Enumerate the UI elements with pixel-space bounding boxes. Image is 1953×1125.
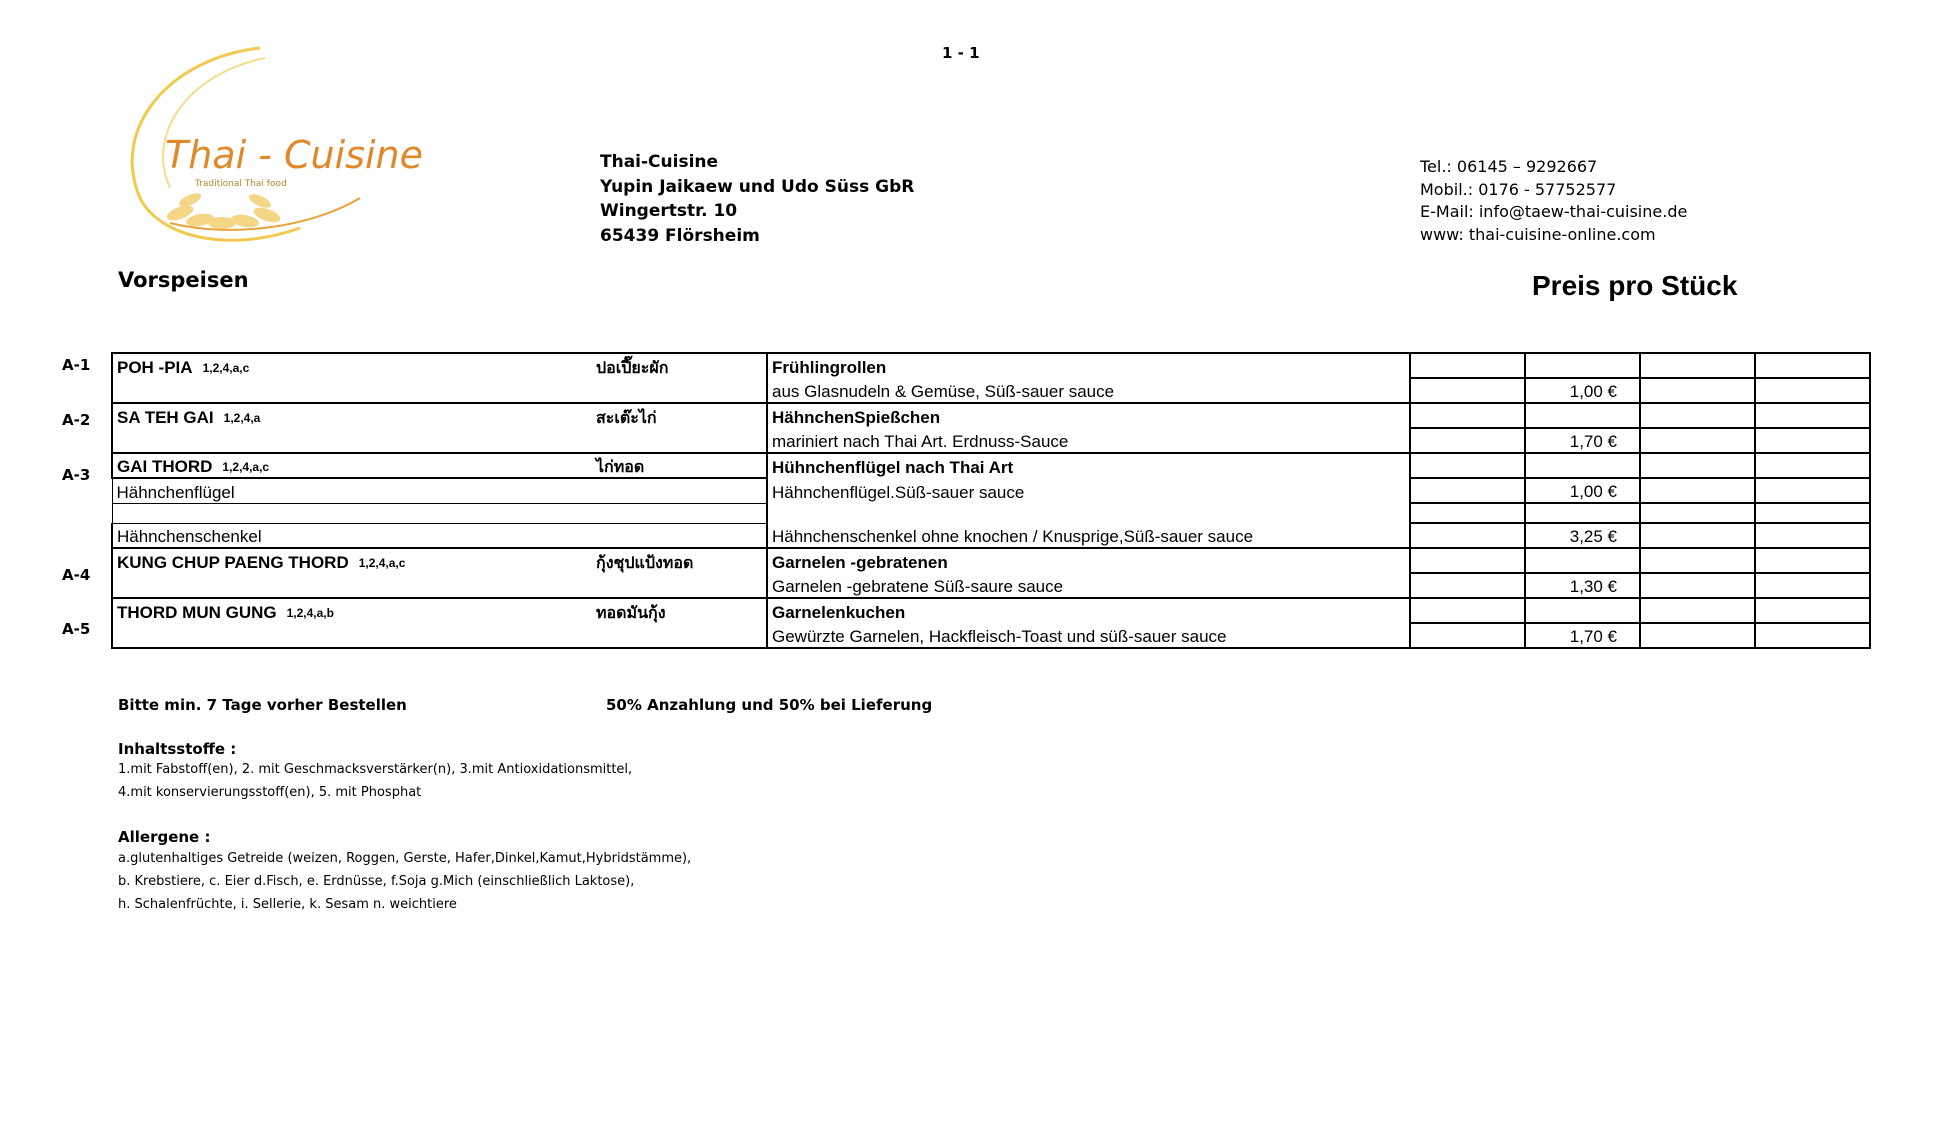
empty-cell bbox=[1640, 623, 1755, 648]
empty-cell bbox=[1640, 598, 1755, 623]
empty-cell bbox=[1410, 523, 1525, 548]
empty-cell bbox=[1755, 453, 1870, 478]
contact-website[interactable]: www: thai-cuisine-online.com bbox=[1420, 224, 1656, 244]
empty-cell bbox=[112, 503, 767, 523]
empty-cell bbox=[1755, 378, 1870, 403]
item-name: KUNG CHUP PAENG THORD bbox=[117, 553, 349, 572]
empty-cell bbox=[767, 503, 1410, 523]
ingredients-title: Inhaltsstoffe : bbox=[118, 740, 237, 758]
empty-cell bbox=[1525, 598, 1640, 623]
item-allergens: 1,2,4,a,c bbox=[358, 556, 406, 570]
empty-cell bbox=[112, 573, 767, 598]
empty-cell bbox=[1410, 353, 1525, 378]
item-price: 1,00 € bbox=[1525, 478, 1640, 503]
item-name-cell bbox=[112, 453, 592, 478]
payment-hint: 50% Anzahlung und 50% bei Lieferung bbox=[606, 696, 933, 714]
empty-cell bbox=[1525, 353, 1640, 378]
empty-cell bbox=[1755, 503, 1870, 523]
item-thai-name: ไก่ทอด bbox=[592, 453, 767, 478]
item-description: Gewürzte Garnelen, Hackfleisch-Toast und süß-sauer sauce bbox=[767, 623, 1410, 648]
section-title: Vorspeisen bbox=[118, 268, 249, 292]
item-price: 1,00 € bbox=[1525, 378, 1640, 403]
item-title: HähnchenSpießchen bbox=[767, 403, 1410, 428]
table-row bbox=[112, 573, 1870, 598]
allergens-line: h. Schalenfrüchte, i. Sellerie, k. Sesam n. weichtiere bbox=[118, 897, 457, 912]
empty-cell bbox=[1410, 623, 1525, 648]
item-allergens: 1,2,4,a,b bbox=[286, 606, 334, 620]
allergens-title: Allergene : bbox=[118, 828, 211, 846]
item-name: GAI THORD bbox=[117, 457, 213, 476]
item-description: aus Glasnudeln & Gemüse, Süß-sauer sauce bbox=[767, 378, 1410, 403]
table-row bbox=[112, 378, 1870, 403]
item-description: Hähnchenschenkel ohne knochen / Knusprige,Süß-sauer sauce bbox=[767, 523, 1410, 548]
empty-cell bbox=[1640, 478, 1755, 503]
table-row bbox=[112, 453, 1870, 478]
allergens-line: b. Krebstiere, c. Eier d.Fisch, e. Erdnüsse, f.Soja g.Mich (einschließlich Laktose), bbox=[118, 874, 635, 889]
table-row bbox=[112, 598, 1870, 623]
contact-info bbox=[1420, 156, 1687, 246]
empty-cell bbox=[1640, 378, 1755, 403]
table-row bbox=[112, 548, 1870, 573]
empty-cell bbox=[1755, 403, 1870, 428]
address-line: 65439 Flörsheim bbox=[600, 225, 760, 246]
empty-cell bbox=[1755, 478, 1870, 503]
page-number: 1 - 1 bbox=[942, 44, 980, 62]
sub-item-name: Hähnchenflügel bbox=[112, 478, 767, 503]
table-row bbox=[112, 623, 1870, 648]
table-row bbox=[112, 523, 1870, 548]
empty-cell bbox=[1755, 548, 1870, 573]
empty-cell bbox=[1410, 503, 1525, 523]
thai-cuisine-logo bbox=[110, 38, 450, 248]
empty-cell bbox=[1410, 548, 1525, 573]
empty-cell bbox=[1410, 403, 1525, 428]
empty-cell bbox=[1525, 503, 1640, 523]
logo-brand-text: Thai - Cuisine bbox=[165, 133, 424, 177]
item-allergens: 1,2,4,a,c bbox=[222, 460, 270, 474]
empty-cell bbox=[1640, 523, 1755, 548]
empty-cell bbox=[1640, 503, 1755, 523]
empty-cell bbox=[1755, 623, 1870, 648]
empty-cell bbox=[1410, 378, 1525, 403]
empty-cell bbox=[1755, 428, 1870, 453]
empty-cell bbox=[1410, 478, 1525, 503]
empty-cell bbox=[1755, 523, 1870, 548]
table-row bbox=[112, 403, 1870, 428]
item-name-cell bbox=[112, 548, 592, 573]
table-row bbox=[112, 503, 1870, 523]
item-thai-name: ทอดมันกุ้ง bbox=[592, 598, 767, 623]
empty-cell bbox=[1525, 403, 1640, 428]
item-title: Garnelen -gebratenen bbox=[767, 548, 1410, 573]
contact-email[interactable]: E-Mail: info@taew-thai-cuisine.de bbox=[1420, 202, 1688, 221]
empty-cell bbox=[1640, 453, 1755, 478]
empty-cell bbox=[112, 623, 767, 648]
empty-cell bbox=[1640, 403, 1755, 428]
item-code: A-1 bbox=[62, 356, 91, 374]
item-name: POH -PIA bbox=[117, 358, 193, 377]
item-allergens: 1,2,4,a bbox=[223, 411, 261, 425]
table-row bbox=[112, 353, 1870, 378]
item-price: 1,30 € bbox=[1525, 573, 1640, 598]
empty-cell bbox=[1410, 428, 1525, 453]
table-row bbox=[112, 478, 1870, 503]
order-hint: Bitte min. 7 Tage vorher Bestellen bbox=[118, 696, 407, 714]
item-name: THORD MUN GUNG bbox=[117, 603, 277, 622]
ingredients-line: 4.mit konservierungsstoff(en), 5. mit Phosphat bbox=[118, 785, 422, 800]
item-thai-name: ปอเปี๊ยะผัก bbox=[592, 353, 767, 378]
item-price: 1,70 € bbox=[1525, 623, 1640, 648]
logo-tagline: Traditional Thai food bbox=[195, 179, 287, 189]
item-thai-name: กุ้งชุปแป้งทอด bbox=[592, 548, 767, 573]
company-address bbox=[600, 150, 914, 248]
item-price: 1,70 € bbox=[1525, 428, 1640, 453]
item-description: Garnelen -gebratene Süß-saure sauce bbox=[767, 573, 1410, 598]
item-code: A-4 bbox=[62, 566, 91, 584]
item-thai-name: สะเต๊ะไก่ bbox=[592, 403, 767, 428]
empty-cell bbox=[1755, 598, 1870, 623]
address-line: Yupin Jaikaew und Udo Süss GbR bbox=[600, 176, 915, 197]
empty-cell bbox=[112, 428, 767, 453]
item-title: Frühlingrollen bbox=[767, 353, 1410, 378]
item-name-cell bbox=[112, 598, 592, 623]
item-price: 3,25 € bbox=[1525, 523, 1640, 548]
empty-cell bbox=[1640, 353, 1755, 378]
empty-cell bbox=[112, 378, 767, 403]
item-allergens: 1,2,4,a,c bbox=[202, 361, 250, 375]
price-header: Preis pro Stück bbox=[1532, 270, 1738, 301]
item-name-cell bbox=[112, 403, 592, 428]
address-line: Thai-Cuisine bbox=[600, 152, 719, 172]
menu-table bbox=[111, 352, 1871, 649]
empty-cell bbox=[1640, 573, 1755, 598]
item-code: A-3 bbox=[62, 466, 91, 484]
empty-cell bbox=[1525, 453, 1640, 478]
sub-item-name: Hähnchenschenkel bbox=[112, 523, 767, 548]
allergens-line: a.glutenhaltiges Getreide (weizen, Roggen, Gerste, Hafer,Dinkel,Kamut,Hybridstämme), bbox=[118, 851, 692, 866]
empty-cell bbox=[1410, 453, 1525, 478]
item-title: Hühnchenflügel nach Thai Art bbox=[767, 453, 1410, 478]
item-code: A-5 bbox=[62, 620, 91, 638]
empty-cell bbox=[1525, 548, 1640, 573]
empty-cell bbox=[1410, 598, 1525, 623]
item-description: mariniert nach Thai Art. Erdnuss-Sauce bbox=[767, 428, 1410, 453]
table-row bbox=[112, 428, 1870, 453]
item-description: Hähnchenflügel.Süß-sauer sauce bbox=[767, 478, 1410, 503]
item-name: SA TEH GAI bbox=[117, 408, 214, 427]
item-name-cell bbox=[112, 353, 592, 378]
item-title: Garnelenkuchen bbox=[767, 598, 1410, 623]
empty-cell bbox=[1755, 353, 1870, 378]
item-code: A-2 bbox=[62, 411, 91, 429]
address-line: Wingertstr. 10 bbox=[600, 201, 738, 221]
contact-mobile: Mobil.: 0176 - 57752577 bbox=[1420, 179, 1617, 199]
empty-cell bbox=[1640, 548, 1755, 573]
contact-phone: Tel.: 06145 – 9292667 bbox=[1420, 157, 1598, 176]
empty-cell bbox=[1410, 573, 1525, 598]
ingredients-line: 1.mit Fabstoff(en), 2. mit Geschmacksverstärker(n), 3.mit Antioxidationsmittel, bbox=[118, 762, 633, 777]
empty-cell bbox=[1755, 573, 1870, 598]
empty-cell bbox=[1640, 428, 1755, 453]
